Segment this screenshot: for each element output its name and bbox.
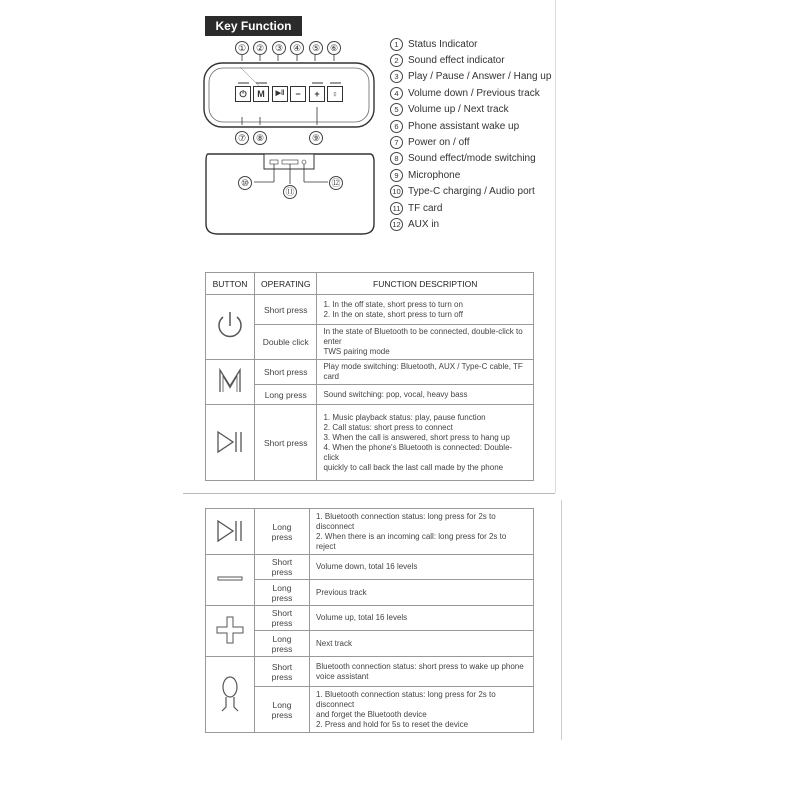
legend-item [390,134,551,150]
callout-5: ⑤ [309,41,323,55]
legend-label: TF card [408,202,443,214]
operating-cell: Short press [255,295,317,325]
page-edge-right-2 [561,500,562,740]
callout-10: ⑩ [238,176,252,190]
mode-button-icon: M [253,86,269,102]
legend-label: Microphone [408,169,461,181]
operating-cell: Long press [255,385,317,405]
function-table-1 [205,272,534,481]
callout-7: ⑦ [235,131,249,145]
operating-cell: Short press [255,405,317,481]
legend-number: 5 [390,103,403,116]
legend-item [390,216,551,232]
legend-label: AUX in [408,218,440,230]
volume-up-button-icon: + [309,86,325,102]
description-cell: 1. Bluetooth connection status: long press for 2s to disconnect 2. When there is an incoming call: long press for 2s to reject [310,509,534,555]
function-table-2 [205,508,534,733]
legend-item [390,102,551,118]
legend-label: Sound effect/mode switching [408,153,536,165]
legend-number: 2 [390,54,403,67]
description-cell: 1. Bluetooth connection status: long press for 2s to disconnect and forget the Bluetooth device 2. Press and hold for 5s to reset the device [310,687,534,733]
description-cell: 1. Music playback status: play, pause function 2. Call status: short press to connect 3. When the call is answered, short press to hang up 4. When the phone's Bluetooth is connected: Double-click quickly to call back the last call made by the phone [317,405,534,481]
legend-number: 6 [390,120,403,133]
legend-item [390,151,551,167]
description-cell: Play mode switching: Bluetooth, AUX / Type-C cable, TF card [317,360,534,385]
legend-label: Play / Pause / Answer / Hang up [408,71,552,83]
minus-icon [206,555,255,606]
callout-2: ② [253,41,267,55]
legend-number: 9 [390,169,403,182]
legend-item [390,184,551,200]
description-cell: Previous track [310,580,534,606]
callout-8: ⑧ [253,131,267,145]
legend-label: Type-C charging / Audio port [408,186,535,198]
callout-9: ⑨ [309,131,323,145]
legend-number: 8 [390,152,403,165]
play-pause-icon [206,405,255,481]
callout-4: ④ [290,41,304,55]
page-divider [183,493,555,494]
volume-down-button-icon: − [290,86,306,102]
legend-item [390,167,551,183]
legend-label: Power on / off [408,137,470,149]
legend-number: 12 [390,218,403,231]
operating-cell: Long press [255,580,310,606]
description-cell: Volume up, total 16 levels [310,606,534,631]
legend-item [390,36,551,52]
operating-cell: Long press [255,631,310,657]
play-pause-button-icon: ▶‖ [272,86,288,102]
header-description: FUNCTION DESCRIPTION [317,273,534,295]
legend-number: 3 [390,70,403,83]
legend-label: Sound effect indicator [408,55,505,67]
legend-number: 7 [390,136,403,149]
play-pause-icon [206,509,255,555]
operating-cell: Short press [255,555,310,580]
description-cell: 1. In the off state, short press to turn on 2. In the on state, short press to turn off [317,295,534,325]
page-edge-right [555,0,556,493]
operating-cell: Long press [255,509,310,555]
legend-label: Volume up / Next track [408,104,509,116]
key-legend [390,36,551,233]
operating-cell: Short press [255,606,310,631]
legend-number: 11 [390,202,403,215]
operating-cell: Long press [255,687,310,733]
callout-1: ① [235,41,249,55]
legend-label: Status Indicator [408,38,478,50]
legend-item [390,52,551,68]
legend-item [390,69,551,85]
description-cell: In the state of Bluetooth to be connected, double-click to enter TWS pairing mode [317,325,534,360]
operating-cell: Short press [255,657,310,687]
description-cell: Sound switching: pop, vocal, heavy bass [317,385,534,405]
callout-6: ⑥ [327,41,341,55]
legend-item [390,118,551,134]
operating-cell: Double click [255,325,317,360]
legend-number: 10 [390,185,403,198]
header-operating: OPERATING [255,273,317,295]
legend-item [390,200,551,216]
description-cell: Bluetooth connection status: short press to wake up phone voice assistant [310,657,534,687]
description-cell: Volume down, total 16 levels [310,555,534,580]
legend-item [390,85,551,101]
callout-12: ⑫ [329,176,343,190]
assistant-button-icon: ♀ [327,86,343,102]
description-cell: Next track [310,631,534,657]
header-button: BUTTON [206,273,255,295]
legend-number: 1 [390,38,403,51]
assistant-mic-icon [206,657,255,733]
power-button-icon: ⏻ [235,86,251,102]
section-title: Key Function [205,16,302,36]
mode-m-icon [206,360,255,405]
operating-cell: Short press [255,360,317,385]
callout-3: ③ [272,41,286,55]
legend-label: Volume down / Previous track [408,87,540,99]
power-icon [206,295,255,360]
legend-number: 4 [390,87,403,100]
callout-11: ⑪ [283,185,297,199]
legend-label: Phone assistant wake up [408,120,520,132]
plus-icon [206,606,255,657]
